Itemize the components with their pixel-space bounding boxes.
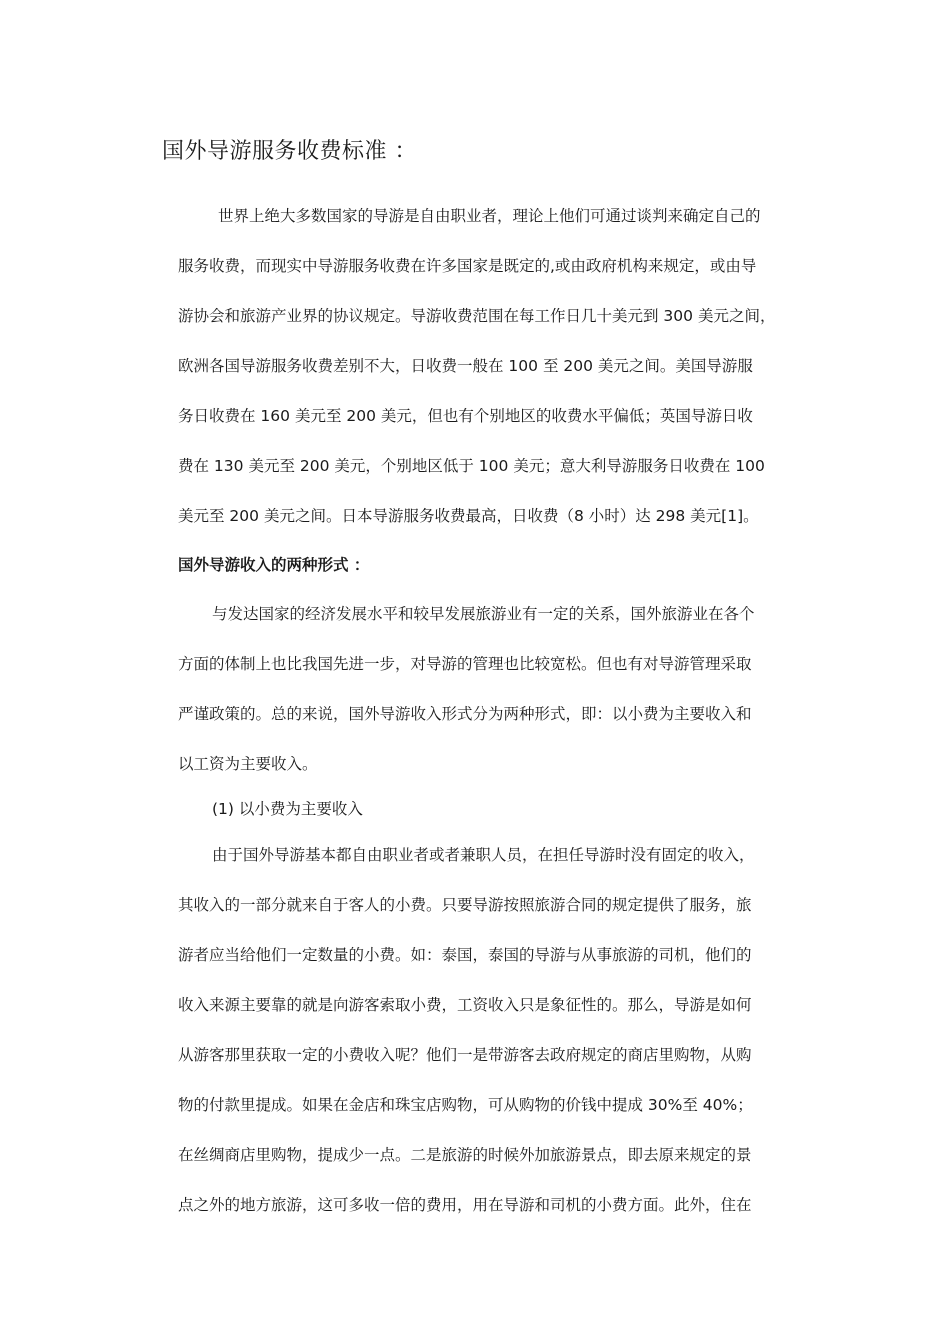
paragraph-line: 美元至 200 美元之间。日本导游服务收费最高，日收费（8 小时）达 298 美元[1]。 xyxy=(178,507,759,525)
section-heading: 国外导游收入的两种形式 ： xyxy=(178,556,370,574)
paragraph-line: 从游客那里获取一定的小费收入呢？他们一是带游客去政府规定的商店里购物，从购 xyxy=(178,1046,752,1064)
paragraph-line: 严谨政策的。总的来说，国外导游收入形式分为两种形式，即：以小费为主要收入和 xyxy=(178,705,752,723)
paragraph-line: 其收入的一部分就来自于客人的小费。只要导游按照旅游合同的规定提供了服务，旅 xyxy=(178,896,752,914)
paragraph-line: 欧洲各国导游服务收费差别不大，日收费一般在 100 至 200 美元之间。美国导游服 xyxy=(178,357,753,375)
paragraph-line: 世界上绝大多数国家的导游是自由职业者，理论上他们可通过谈判来确定自己的 xyxy=(218,207,761,225)
paragraph-line: 由于国外导游基本都自由职业者或者兼职人员，在担任导游时没有固定的收入， xyxy=(212,846,755,864)
paragraph-line: 与发达国家的经济发展水平和较早发展旅游业有一定的关系，国外旅游业在各个 xyxy=(212,605,755,623)
paragraph-line: 费在 130 美元至 200 美元，个别地区低于 100 美元；意大利导游服务日收费在 100 xyxy=(178,457,765,475)
document-title: 国外导游服务收费标准 ： xyxy=(162,139,417,164)
paragraph-line: 在丝绸商店里购物，提成少一点。二是旅游的时候外加旅游景点，即去原来规定的景 xyxy=(178,1146,752,1164)
paragraph-line: 点之外的地方旅游，这可多收一倍的费用，用在导游和司机的小费方面。此外，住在 xyxy=(178,1196,752,1214)
subsection-heading: (1) 以小费为主要收入 xyxy=(212,800,363,818)
paragraph-line: 物的付款里提成。如果在金店和珠宝店购物，可从购物的价钱中提成 30%至 40%； xyxy=(178,1096,753,1114)
paragraph-line: 服务收费，而现实中导游服务收费在许多国家是既定的,或由政府机构来规定，或由导 xyxy=(178,257,757,275)
paragraph-line: 游协会和旅游产业界的协议规定。导游收费范围在每工作日几十美元到 300 美元之间， xyxy=(178,307,776,325)
paragraph-line: 收入来源主要靠的就是向游客索取小费，工资收入只是象征性的。那么，导游是如何 xyxy=(178,996,752,1014)
paragraph-line: 务日收费在 160 美元至 200 美元，但也有个别地区的收费水平偏低；英国导游日收 xyxy=(178,407,753,425)
paragraph-line: 游者应当给他们一定数量的小费。如：泰国，泰国的导游与从事旅游的司机，他们的 xyxy=(178,946,752,964)
paragraph-line: 方面的体制上也比我国先进一步，对导游的管理也比较宽松。但也有对导游管理采取 xyxy=(178,655,752,673)
paragraph-line: 以工资为主要收入。 xyxy=(178,755,318,773)
